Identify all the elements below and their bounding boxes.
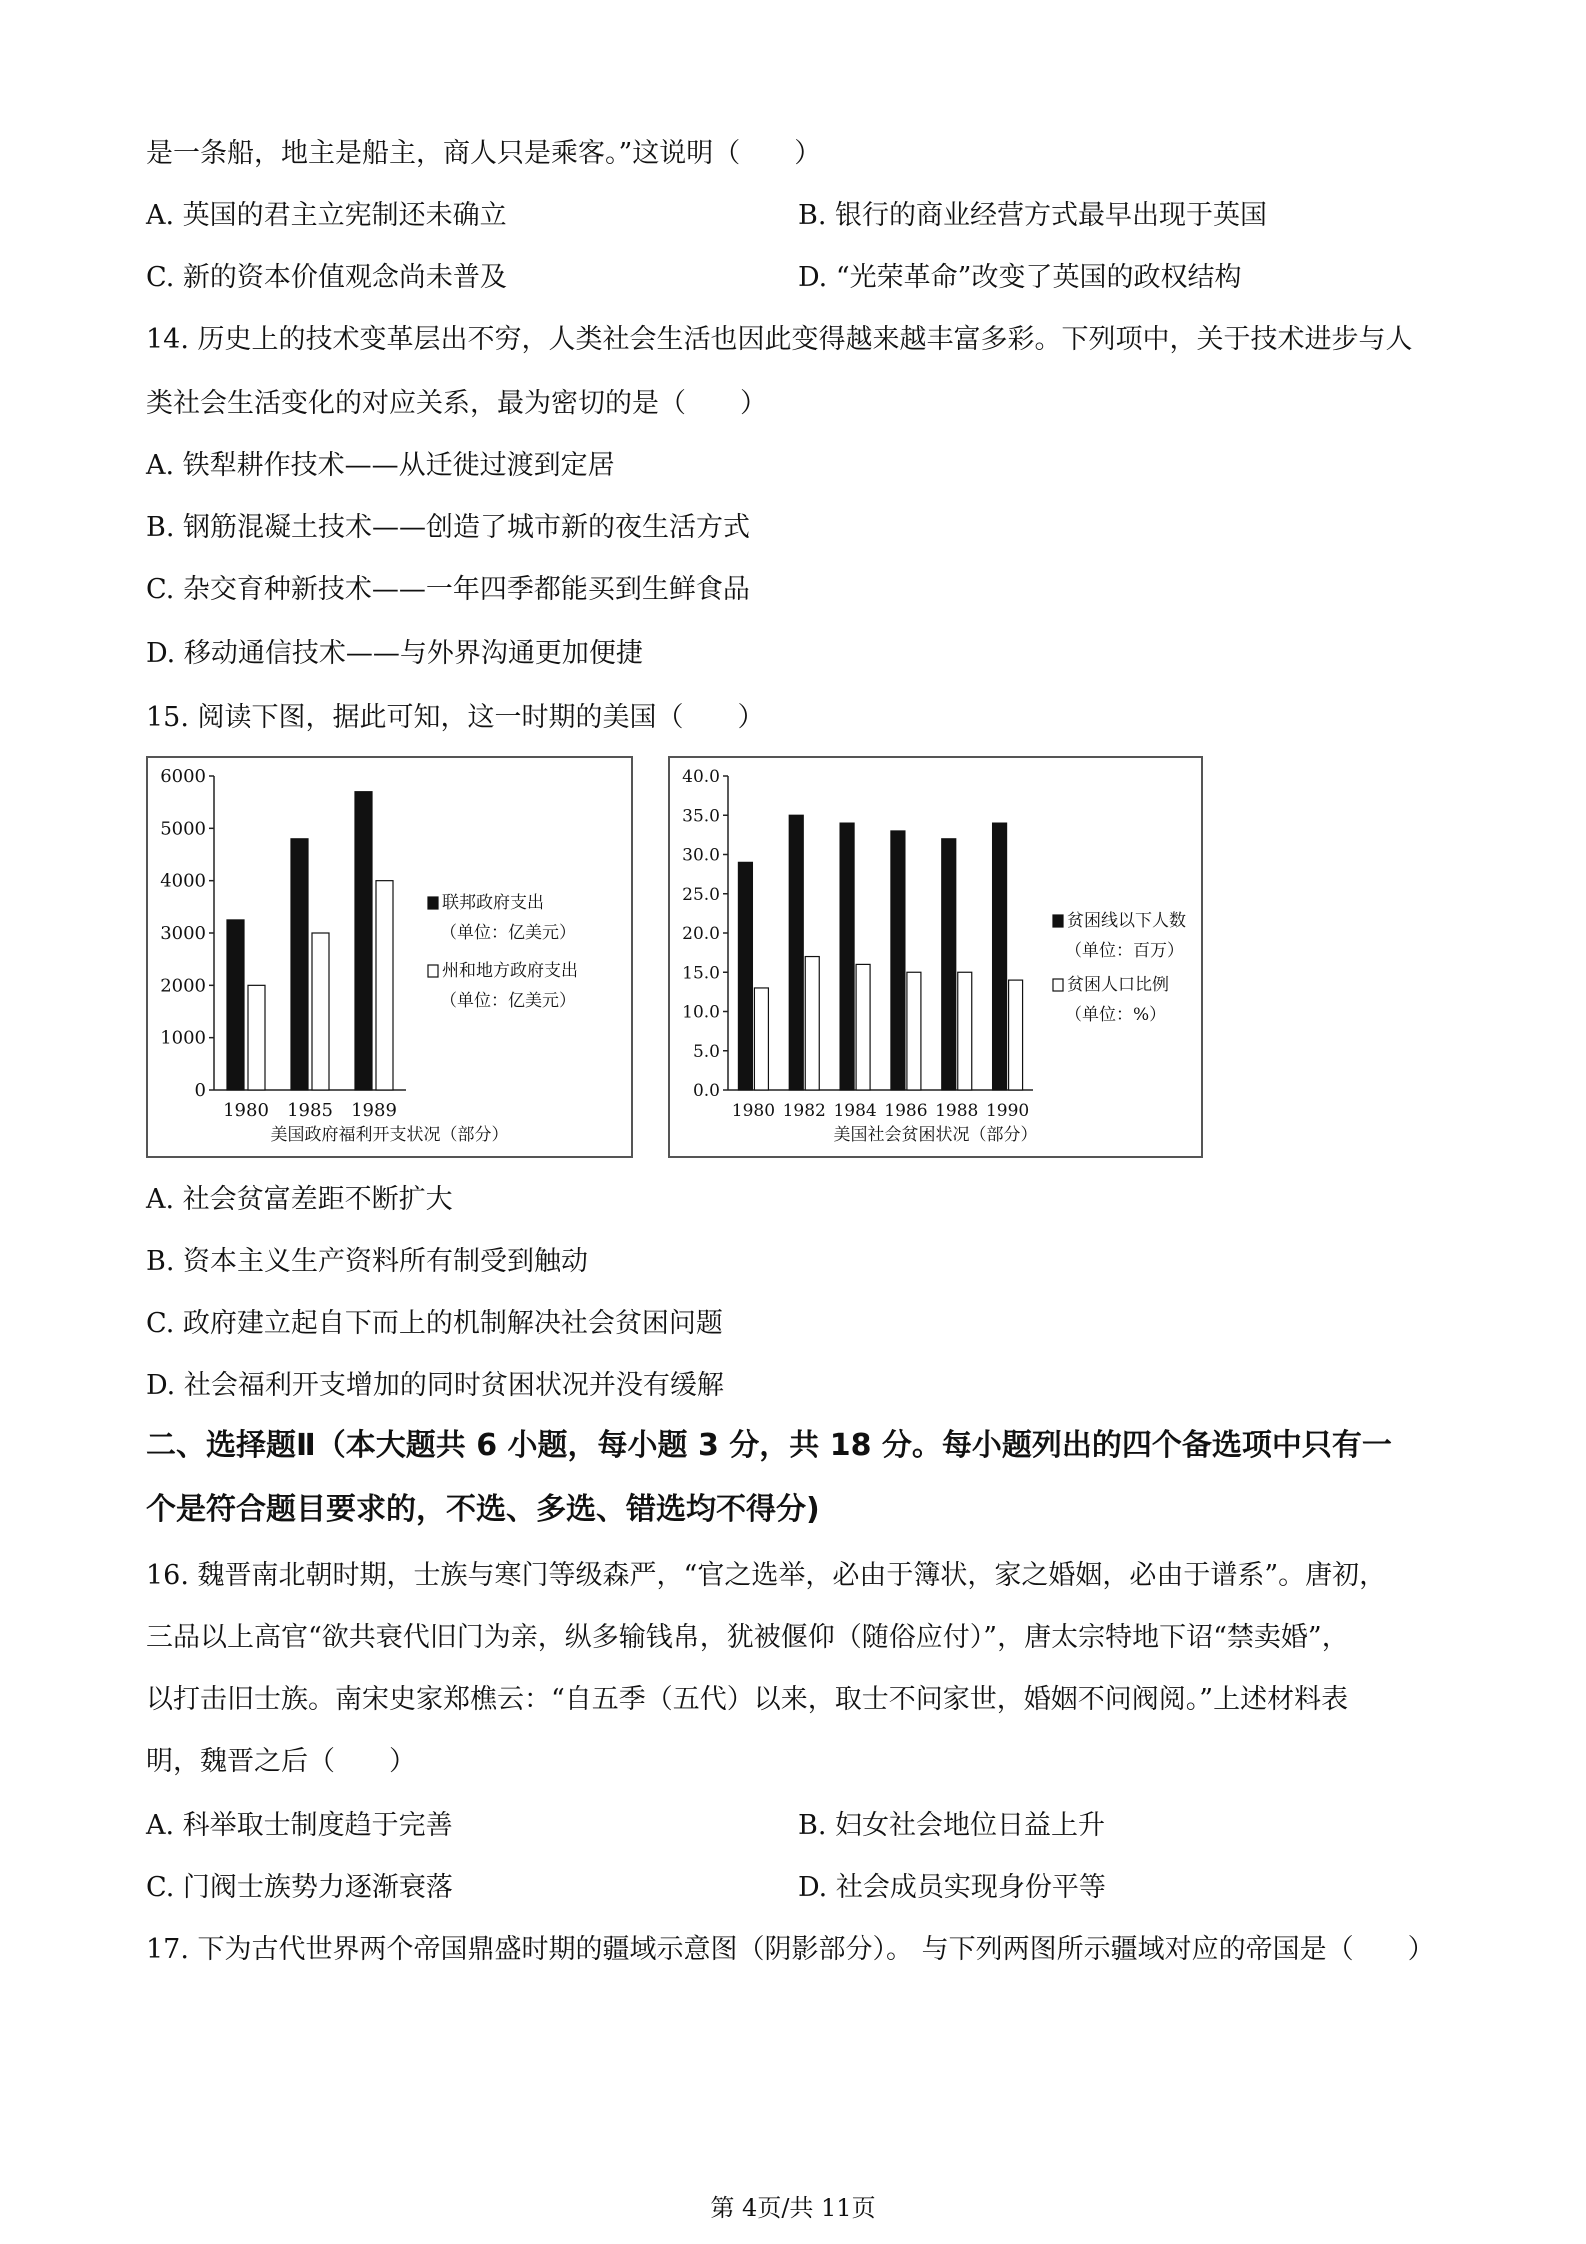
bar-series1 bbox=[942, 839, 956, 1090]
y-tick-label: 5.0 bbox=[692, 1041, 720, 1062]
page-footer: 第 4页/共 11页 bbox=[710, 2194, 876, 2222]
poverty-chart bbox=[668, 756, 1203, 1158]
legend-swatch bbox=[428, 965, 438, 977]
y-tick-label: 30.0 bbox=[682, 845, 720, 866]
q17-stem: 17. 下为古代世界两个帝国鼎盛时期的疆域示意图（阴影部分）。 与下列两图所示疆域对应的帝国是（ ） bbox=[146, 1934, 1435, 1965]
bar-series1 bbox=[840, 823, 854, 1090]
bar-series2 bbox=[907, 972, 921, 1090]
q14-option-b: B. 钢筋混凝土技术——创造了城市新的夜生活方式 bbox=[146, 512, 751, 543]
bar-series2 bbox=[754, 988, 768, 1090]
bar-series1 bbox=[993, 823, 1007, 1090]
bar-series2 bbox=[248, 985, 265, 1090]
x-tick-label: 1985 bbox=[287, 1100, 333, 1121]
y-tick-label: 1000 bbox=[160, 1027, 206, 1049]
legend-swatch bbox=[1053, 979, 1063, 991]
legend-unit: （单位：百万） bbox=[1065, 941, 1184, 961]
q16-stem-line2: 三品以上高官“欲共衰代旧门为亲，纵多输钱帛，犹被偃仰（随俗应付）”，唐太宗特地下诏“禁卖婚”， bbox=[146, 1622, 1349, 1653]
x-tick-label: 1980 bbox=[223, 1100, 269, 1121]
bar-series2 bbox=[1009, 980, 1023, 1090]
q16-option-c: C. 门阀士族势力逐渐衰落 bbox=[146, 1872, 453, 1903]
q14-option-c: C. 杂交育种新技术——一年四季都能买到生鲜食品 bbox=[146, 574, 750, 605]
x-tick-label: 1986 bbox=[884, 1101, 928, 1121]
welfare-chart-svg bbox=[148, 758, 631, 1156]
q15-option-b: B. 资本主义生产资料所有制受到触动 bbox=[146, 1246, 589, 1277]
x-tick-label: 1988 bbox=[935, 1101, 979, 1121]
q14-stem-line2: 类社会生活变化的对应关系，最为密切的是（ ） bbox=[146, 388, 767, 419]
q16-stem-line3: 以打击旧士族。南宋史家郑樵云：“自五季（五代）以来，取士不问家世，婚姻不问阀阅。”上述材料表 bbox=[146, 1684, 1349, 1715]
q15-option-a: A. 社会贫富差距不断扩大 bbox=[146, 1184, 453, 1215]
legend-unit: （单位：亿美元） bbox=[440, 923, 576, 943]
q13-stem-tail: 是一条船，地主是船主，商人只是乘客。”这说明（ ） bbox=[146, 138, 822, 169]
bar-series1 bbox=[738, 862, 752, 1090]
q13-option-d: D. “光荣革命”改变了英国的政权结构 bbox=[798, 262, 1242, 293]
y-tick-label: 35.0 bbox=[682, 806, 720, 827]
legend-unit: （单位：亿美元） bbox=[440, 991, 576, 1011]
section2-heading-line2: 个是符合题目要求的，不选、多选、错选均不得分) bbox=[146, 1492, 820, 1527]
bar-series1 bbox=[227, 920, 244, 1090]
y-tick-label: 40.0 bbox=[682, 767, 720, 787]
x-tick-label: 1984 bbox=[833, 1101, 877, 1121]
q16-option-a: A. 科举取士制度趋于完善 bbox=[146, 1810, 453, 1841]
chart-title: 美国社会贫困状况（部分） bbox=[833, 1125, 1038, 1145]
bar-series2 bbox=[312, 933, 329, 1090]
q16-option-d: D. 社会成员实现身份平等 bbox=[798, 1872, 1106, 1903]
q13-option-b: B. 银行的商业经营方式最早出现于英国 bbox=[798, 200, 1268, 231]
q14-option-a: A. 铁犁耕作技术——从迁徙过渡到定居 bbox=[146, 450, 615, 481]
q13-option-c: C. 新的资本价值观念尚未普及 bbox=[146, 262, 507, 293]
y-tick-label: 4000 bbox=[160, 870, 206, 892]
bar-series2 bbox=[376, 881, 393, 1090]
chart-title: 美国政府福利开支状况（部分） bbox=[270, 1125, 509, 1145]
q14-stem-line1: 14. 历史上的技术变革层出不穷，人类社会生活也因此变得越来越丰富多彩。下列项中，关于技术进步与人 bbox=[146, 324, 1413, 355]
q14-option-d: D. 移动通信技术——与外界沟通更加便捷 bbox=[146, 638, 643, 669]
y-tick-label: 5000 bbox=[160, 818, 206, 840]
bar-series1 bbox=[891, 831, 905, 1090]
legend-swatch bbox=[428, 897, 438, 909]
poverty-chart-svg bbox=[670, 758, 1201, 1156]
bar-series2 bbox=[958, 972, 972, 1090]
y-tick-label: 6000 bbox=[160, 766, 206, 787]
legend-swatch bbox=[1053, 915, 1063, 927]
legend-unit: （单位：%） bbox=[1065, 1005, 1167, 1025]
y-tick-label: 25.0 bbox=[682, 884, 720, 905]
bar-series1 bbox=[355, 792, 372, 1090]
legend-label: 州和地方政府支出 bbox=[442, 961, 578, 981]
legend-label: 贫困人口比例 bbox=[1067, 975, 1169, 995]
x-tick-label: 1990 bbox=[985, 1101, 1030, 1121]
q15-option-c: C. 政府建立起自下而上的机制解决社会贫困问题 bbox=[146, 1308, 723, 1339]
q16-stem-line1: 16. 魏晋南北朝时期，士族与寒门等级森严，“官之选举，必由于簿状，家之婚姻，必由于谱系”。唐初， bbox=[146, 1560, 1387, 1591]
legend-label: 贫困线以下人数 bbox=[1067, 911, 1186, 931]
q16-stem-line4: 明，魏晋之后（ ） bbox=[146, 1746, 416, 1777]
section2-heading-line1: 二、选择题Ⅱ（本大题共 6 小题，每小题 3 分，共 18 分。每小题列出的四个备选项中只有一 bbox=[146, 1428, 1392, 1463]
bar-series2 bbox=[856, 964, 870, 1090]
x-tick-label: 1982 bbox=[782, 1101, 826, 1121]
q13-option-a: A. 英国的君主立宪制还未确立 bbox=[146, 200, 507, 231]
y-tick-label: 20.0 bbox=[682, 924, 720, 944]
q15-option-d: D. 社会福利开支增加的同时贫困状况并没有缓解 bbox=[146, 1370, 724, 1401]
y-tick-label: 10.0 bbox=[682, 1002, 720, 1023]
bar-series2 bbox=[805, 957, 819, 1090]
y-tick-label: 2000 bbox=[160, 975, 206, 997]
x-tick-label: 1980 bbox=[731, 1101, 776, 1121]
x-tick-label: 1989 bbox=[351, 1100, 397, 1121]
y-tick-label: 3000 bbox=[160, 923, 206, 944]
q16-option-b: B. 妇女社会地位日益上升 bbox=[798, 1810, 1106, 1841]
q15-stem: 15. 阅读下图，据此可知，这一时期的美国（ ） bbox=[146, 702, 765, 733]
y-tick-label: 0.0 bbox=[692, 1081, 720, 1101]
y-tick-label: 15.0 bbox=[682, 963, 720, 984]
welfare-chart bbox=[146, 756, 633, 1158]
bar-series1 bbox=[789, 815, 803, 1090]
legend-label: 联邦政府支出 bbox=[442, 893, 544, 913]
bar-series1 bbox=[291, 839, 308, 1090]
y-tick-label: 0 bbox=[194, 1080, 206, 1101]
